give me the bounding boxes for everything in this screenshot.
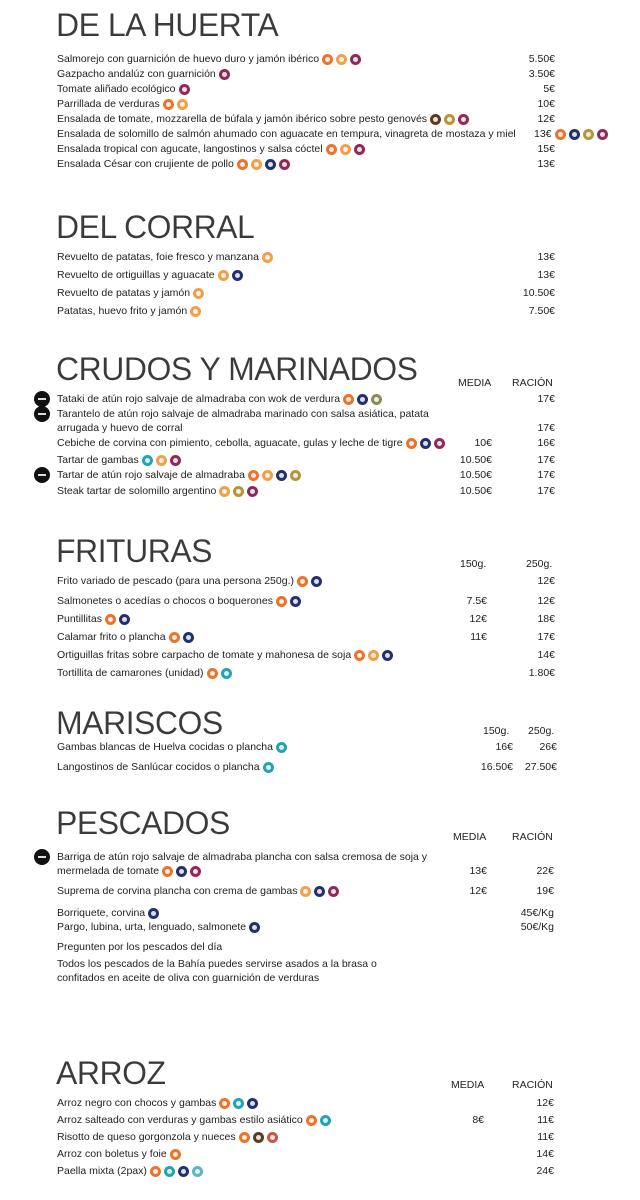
menu-item-price: 12€ <box>537 113 555 125</box>
gluten-allergen-icon <box>276 596 287 607</box>
menu-item-name <box>57 648 393 662</box>
fish-note: Pregunten por los pescados del día <box>57 941 223 953</box>
menu-item-price: 50€/Kg <box>520 921 554 933</box>
column-header-frituras-0: 150g. <box>460 558 487 570</box>
menu-item <box>0 436 640 450</box>
menu-item-price: 7.50€ <box>528 305 555 317</box>
menu-item-name <box>57 304 201 318</box>
section-title-arroz: ARROZ <box>56 1055 166 1091</box>
gluten-allergen-icon <box>150 1166 161 1177</box>
menu-item <box>0 304 640 318</box>
menu-item <box>0 268 640 282</box>
menu-item <box>0 574 640 588</box>
menu-item-price: 17€ <box>537 393 555 405</box>
menu-item-name <box>57 1164 203 1178</box>
menu-item-name <box>57 1096 258 1110</box>
fish-allergen-icon <box>382 650 393 661</box>
column-header-arroz-1: RACIÓN <box>512 1079 553 1091</box>
crust-allergen-icon <box>233 1098 244 1109</box>
gluten-allergen-icon <box>162 866 173 877</box>
milk-allergen-icon <box>190 866 201 877</box>
menu-item-price: 13€ <box>537 251 555 263</box>
gluten-allergen-icon <box>406 438 417 449</box>
gluten-allergen-icon <box>306 1115 317 1126</box>
fish-allergen-icon <box>276 470 287 481</box>
tuna-badge-icon <box>34 467 50 483</box>
menu-item-price: 17€ <box>537 469 555 481</box>
menu-item <box>0 112 640 126</box>
menu-item <box>0 392 640 406</box>
milk-allergen-icon <box>219 69 230 80</box>
nuts-allergen-icon <box>371 394 382 405</box>
menu-item-name <box>57 436 445 450</box>
menu-item <box>0 630 640 644</box>
menu-item-price: 10€ <box>537 98 555 110</box>
column-header-mariscos-1: 250g. <box>528 725 555 737</box>
menu-item <box>0 850 640 878</box>
menu-item-label: Salmorejo con guarnición de huevo duro y jamón ibérico <box>57 53 320 65</box>
fish-allergen-icon <box>178 1166 189 1177</box>
fish-allergen-icon <box>176 866 187 877</box>
fish-allergen-icon <box>183 632 194 643</box>
menu-item-name <box>57 157 290 171</box>
menu-item-label: Tataki de atún rojo salvaje de almadraba con wok de verdura <box>57 393 341 405</box>
menu-item-price: 12€ <box>536 1097 554 1109</box>
menu-item-label: Patatas, huevo frito y jamón <box>57 305 188 317</box>
egg-allergen-icon <box>340 144 351 155</box>
menu-item <box>0 286 640 300</box>
fish-allergen-icon <box>247 1098 258 1109</box>
menu-item-name <box>57 630 194 644</box>
gluten-allergen-icon <box>343 394 354 405</box>
menu-item-label: Cebiche de corvina con pimiento, cebolla, aguacate, gulas y leche de tigre <box>57 437 403 449</box>
menu-item-name <box>57 574 322 588</box>
menu-item-name <box>57 82 190 96</box>
menu-item <box>0 906 640 920</box>
menu-item-name <box>57 612 130 626</box>
menu-item-label: Paella mixta (2pax) <box>57 1165 147 1177</box>
menu-item-label: Ensalada de tomate, mozzarella de búfala y jamón ibérico sobre pesto genovés <box>57 113 428 125</box>
menu-item-price-small: 13€ <box>469 865 487 877</box>
section-title-mariscos: MARISCOS <box>56 705 223 741</box>
section-title-crudos: CRUDOS Y MARINADOS <box>56 351 418 387</box>
menu-item-name <box>57 268 243 282</box>
gluten-allergen-icon <box>207 668 218 679</box>
menu-item-name <box>57 740 287 754</box>
menu-item <box>0 250 640 264</box>
fish-allergen-icon <box>311 576 322 587</box>
milk-allergen-icon <box>170 455 181 466</box>
fish-allergen-icon <box>265 159 276 170</box>
egg-allergen-icon <box>177 99 188 110</box>
column-header-mariscos-0: 150g. <box>483 725 510 737</box>
menu-item-label: Arroz negro con chocos y gambas <box>57 1097 217 1109</box>
menu-item-price: 15€ <box>537 143 555 155</box>
menu-item-price: 5€ <box>543 83 555 95</box>
column-header-crudos-1: RACIÓN <box>512 377 553 389</box>
gluten-allergen-icon <box>170 1149 181 1160</box>
egg-allergen-icon <box>193 288 204 299</box>
menu-item <box>0 82 640 96</box>
menu-item-name <box>57 392 382 406</box>
fish-allergen-icon <box>119 614 130 625</box>
fish-allergen-icon <box>420 438 431 449</box>
menu-item-price: 11€ <box>537 1131 554 1143</box>
price-label: 13€ <box>534 128 552 140</box>
menu-item-price: 19€ <box>536 885 554 897</box>
fish-allergen-icon <box>249 922 260 933</box>
menu-item <box>0 1164 640 1178</box>
menu-item-price: 27.50€ <box>524 761 557 773</box>
menu-item-price-small: 10.50€ <box>459 469 492 481</box>
fish-allergen-icon <box>232 270 243 281</box>
crust-allergen-icon <box>276 742 287 753</box>
menu-item-label: Arroz salteado con verduras y gambas estilo asiático <box>57 1114 303 1126</box>
gluten-allergen-icon <box>169 632 180 643</box>
menu-item-price: 14€ <box>537 649 555 661</box>
menu-item-price: 5.50€ <box>528 53 555 65</box>
menu-item <box>0 52 640 66</box>
menu-item-name <box>57 468 301 482</box>
menu-item-label: Tortillita de camarones (unidad) <box>57 667 204 679</box>
egg-allergen-icon <box>219 486 230 497</box>
menu-item-label: Gambas blancas de Huelva cocidas o plancha <box>57 741 273 753</box>
menu-item-label: Gazpacho andalúz con guarnición <box>57 68 216 80</box>
menu-item-name <box>57 407 437 435</box>
section-title-frituras: FRITURAS <box>56 533 212 569</box>
menu-item-label: Revuelto de ortiguillas y aguacate <box>57 269 215 281</box>
gluten-allergen-icon <box>354 650 365 661</box>
egg-allergen-icon <box>300 886 311 897</box>
crust-allergen-icon <box>320 1115 331 1126</box>
menu-item-label: Ensalada César con crujiente de pollo <box>57 158 234 170</box>
menu-item-label: Pargo, lubina, urta, lenguado, salmonete <box>57 921 247 933</box>
menu-item <box>0 453 640 467</box>
milk-allergen-icon <box>434 438 445 449</box>
menu-item <box>0 740 640 754</box>
menu-item-price: 17€ <box>537 454 555 466</box>
milk-allergen-icon <box>328 886 339 897</box>
menu-item-price: 13€ <box>537 158 555 170</box>
soy-allergen-icon <box>430 114 441 125</box>
egg-allergen-icon <box>336 54 347 65</box>
menu-item-name <box>57 453 181 467</box>
egg-allergen-icon <box>368 650 379 661</box>
tuna-badge-icon <box>34 406 50 422</box>
menu-item-label: Steak tartar de solomillo argentino <box>57 485 217 497</box>
menu-item-price-small: 10€ <box>474 437 492 449</box>
egg-allergen-icon <box>251 159 262 170</box>
fish-note: Todos los pescados de la Bahía puedes servirse asados a la brasa o <box>57 958 377 970</box>
menu-item-name <box>57 884 339 898</box>
menu-item-label: Ensalada de solomillo de salmón ahumado con aguacate en tempura, vinagreta de mostaza y miel <box>57 128 516 140</box>
gluten-allergen-icon <box>322 54 333 65</box>
menu-item <box>0 1113 640 1127</box>
gluten-allergen-icon <box>326 144 337 155</box>
fish-allergen-icon <box>314 886 325 897</box>
menu-item-name <box>57 67 230 81</box>
menu-item-label: Puntillitas <box>57 613 102 625</box>
menu-item-price: 17€ <box>537 631 555 643</box>
menu-item-label: Frito variado de pescado (para una persona 250g.) <box>57 575 294 587</box>
menu-item-price-small: 16.50€ <box>480 761 513 773</box>
gluten-allergen-icon <box>105 614 116 625</box>
gluten-allergen-icon <box>555 129 566 140</box>
menu-item <box>0 97 640 111</box>
section-title-huerta: DE LA HUERTA <box>56 7 279 43</box>
menu-item-name <box>57 1130 278 1144</box>
menu-item-label: Salmonetes o acedías o chocos o boquerones <box>57 595 273 607</box>
fish-allergen-icon <box>569 129 580 140</box>
menu-item-name <box>57 97 188 111</box>
menu-item-price: 22€ <box>536 865 554 877</box>
menu-item-name <box>57 484 258 498</box>
menu-item <box>0 666 640 680</box>
menu-item-price: 45€/Kg <box>520 907 554 919</box>
menu-item-label: Tartar de atún rojo salvaje de almadraba <box>57 469 245 481</box>
column-header-pescados-1: RACIÓN <box>512 831 553 843</box>
menu-item-name <box>57 920 260 934</box>
menu-item-price-small: 10.50€ <box>459 454 492 466</box>
menu-item <box>0 468 640 482</box>
celery-allergen-icon <box>267 1132 278 1143</box>
menu-item-name <box>57 250 273 264</box>
crust-allergen-icon <box>221 668 232 679</box>
soy-allergen-icon <box>253 1132 264 1143</box>
milk-allergen-icon <box>354 144 365 155</box>
section-title-corral: DEL CORRAL <box>56 209 255 245</box>
menu-item <box>0 67 640 81</box>
menu-item-price-small: 7.5€ <box>466 595 487 607</box>
menu-item <box>0 407 640 435</box>
mustard-allergen-icon <box>233 486 244 497</box>
gluten-allergen-icon <box>237 159 248 170</box>
menu-item-label: Ensalada tropical con agucate, langostinos y salsa cóctel <box>57 143 323 155</box>
menu-item-price: 10.50€ <box>522 287 555 299</box>
menu-item-label: Arroz con boletus y foie <box>57 1148 167 1160</box>
menu-item <box>0 127 640 141</box>
egg-allergen-icon <box>262 470 273 481</box>
menu-item-price-small: 12€ <box>469 613 487 625</box>
menu-item-name <box>57 142 365 156</box>
menu-item <box>0 142 640 156</box>
egg-allergen-icon <box>262 252 273 263</box>
gluten-allergen-icon <box>219 1098 230 1109</box>
menu-item-label: Tartar de gambas <box>57 454 139 466</box>
menu-item-price-small: 8€ <box>472 1114 484 1126</box>
menu-item <box>0 1147 640 1161</box>
menu-item-name <box>57 1113 331 1127</box>
tuna-badge-icon <box>34 849 50 865</box>
menu-item-price: 13€ <box>537 269 555 281</box>
egg-allergen-icon <box>156 455 167 466</box>
fish-allergen-icon <box>148 908 159 919</box>
column-header-pescados-0: MEDIA <box>453 831 487 843</box>
menu-item-name <box>57 1147 181 1161</box>
menu-item-price-small: 12€ <box>469 885 487 897</box>
menu-item <box>0 484 640 498</box>
menu-item-price: 26€ <box>539 741 557 753</box>
menu-item-price: 16€ <box>537 437 555 449</box>
menu-item <box>0 1096 640 1110</box>
menu-item-label: Tarantelo de atún rojo salvaje de almadraba marinado con salsa asiática, patata arrugada y huevo de corral <box>57 408 429 434</box>
mustard-allergen-icon <box>444 114 455 125</box>
menu-item-name <box>57 112 469 126</box>
column-header-frituras-1: 250g. <box>526 558 553 570</box>
gluten-allergen-icon <box>297 576 308 587</box>
column-header-crudos-0: MEDIA <box>458 377 492 389</box>
menu-item-name <box>57 906 159 920</box>
menu-item-label: Risotto de queso gorgonzola y nueces <box>57 1131 236 1143</box>
fish-allergen-icon <box>290 596 301 607</box>
menu-item-label: Revuelto de patatas, foie fresco y manzana <box>57 251 259 263</box>
mustard-allergen-icon <box>290 470 301 481</box>
gluten-allergen-icon <box>248 470 259 481</box>
menu-item <box>0 157 640 171</box>
menu-item-price <box>534 127 608 141</box>
menu-item-name <box>57 666 232 680</box>
menu-item-name <box>57 286 204 300</box>
menu-item-label: Langostinos de Sanlúcar cocidos o plancha <box>57 761 260 773</box>
menu-item-label: Tomate aliñado ecológico <box>57 83 176 95</box>
milk-allergen-icon <box>247 486 258 497</box>
tuna-badge-icon <box>34 391 50 407</box>
crust-allergen-icon <box>263 762 274 773</box>
menu-item-price: 18€ <box>537 613 555 625</box>
menu-item-price: 12€ <box>537 575 555 587</box>
egg-allergen-icon <box>190 306 201 317</box>
menu-item <box>0 884 640 898</box>
mustard-allergen-icon <box>583 129 594 140</box>
menu-item-price: 24€ <box>536 1165 554 1177</box>
section-title-pescados: PESCADOS <box>56 805 230 841</box>
menu-item-label: Borriquete, corvina <box>57 907 146 919</box>
menu-item-price: 14€ <box>536 1148 554 1160</box>
menu-item-label: Ortiguillas fritas sobre carpacho de tomate y mahonesa de soja <box>57 649 352 661</box>
milk-allergen-icon <box>597 129 608 140</box>
milk-allergen-icon <box>279 159 290 170</box>
mollusc-allergen-icon <box>192 1166 203 1177</box>
milk-allergen-icon <box>350 54 361 65</box>
column-header-arroz-0: MEDIA <box>451 1079 485 1091</box>
gluten-allergen-icon <box>163 99 174 110</box>
menu-item-name <box>57 760 274 774</box>
menu-item-price-small: 10.50€ <box>459 485 492 497</box>
menu-item-price: 12€ <box>537 595 555 607</box>
menu-item <box>0 920 640 934</box>
menu-item-price: 17€ <box>537 485 555 497</box>
menu-item-price: 1.80€ <box>528 667 555 679</box>
fish-note: confitados en aceite de oliva con guarnición de verduras <box>57 972 320 984</box>
menu-item-price-small: 11€ <box>470 631 487 643</box>
menu-item-price: 3.50€ <box>528 68 555 80</box>
menu-item <box>0 648 640 662</box>
menu-item-name <box>57 52 361 66</box>
menu-item-price: 11€ <box>537 1114 554 1126</box>
menu-item-label: Revuelto de patatas y jamón <box>57 287 191 299</box>
crust-allergen-icon <box>164 1166 175 1177</box>
menu-item-name <box>57 127 516 141</box>
egg-allergen-icon <box>218 270 229 281</box>
menu-item-price: 17€ <box>537 422 555 434</box>
menu-item <box>0 1130 640 1144</box>
menu-item-label: Calamar frito o plancha <box>57 631 166 643</box>
menu-item-name <box>57 594 301 608</box>
menu-item-name <box>57 850 437 878</box>
menu-item <box>0 760 640 774</box>
milk-allergen-icon <box>458 114 469 125</box>
menu-item-label: Barriga de atún rojo salvaje de almadraba plancha con salsa cremosa de soja y mermelada de tomate <box>57 851 428 877</box>
menu-item-price-small: 16€ <box>495 741 513 753</box>
menu-item-label: Parrillada de verduras <box>57 98 160 110</box>
fish-allergen-icon <box>357 394 368 405</box>
menu-item <box>0 594 640 608</box>
milk-allergen-icon <box>179 84 190 95</box>
menu-item <box>0 612 640 626</box>
crust-allergen-icon <box>142 455 153 466</box>
gluten-allergen-icon <box>239 1132 250 1143</box>
menu-item-label: Suprema de corvina plancha con crema de gambas <box>57 885 298 897</box>
